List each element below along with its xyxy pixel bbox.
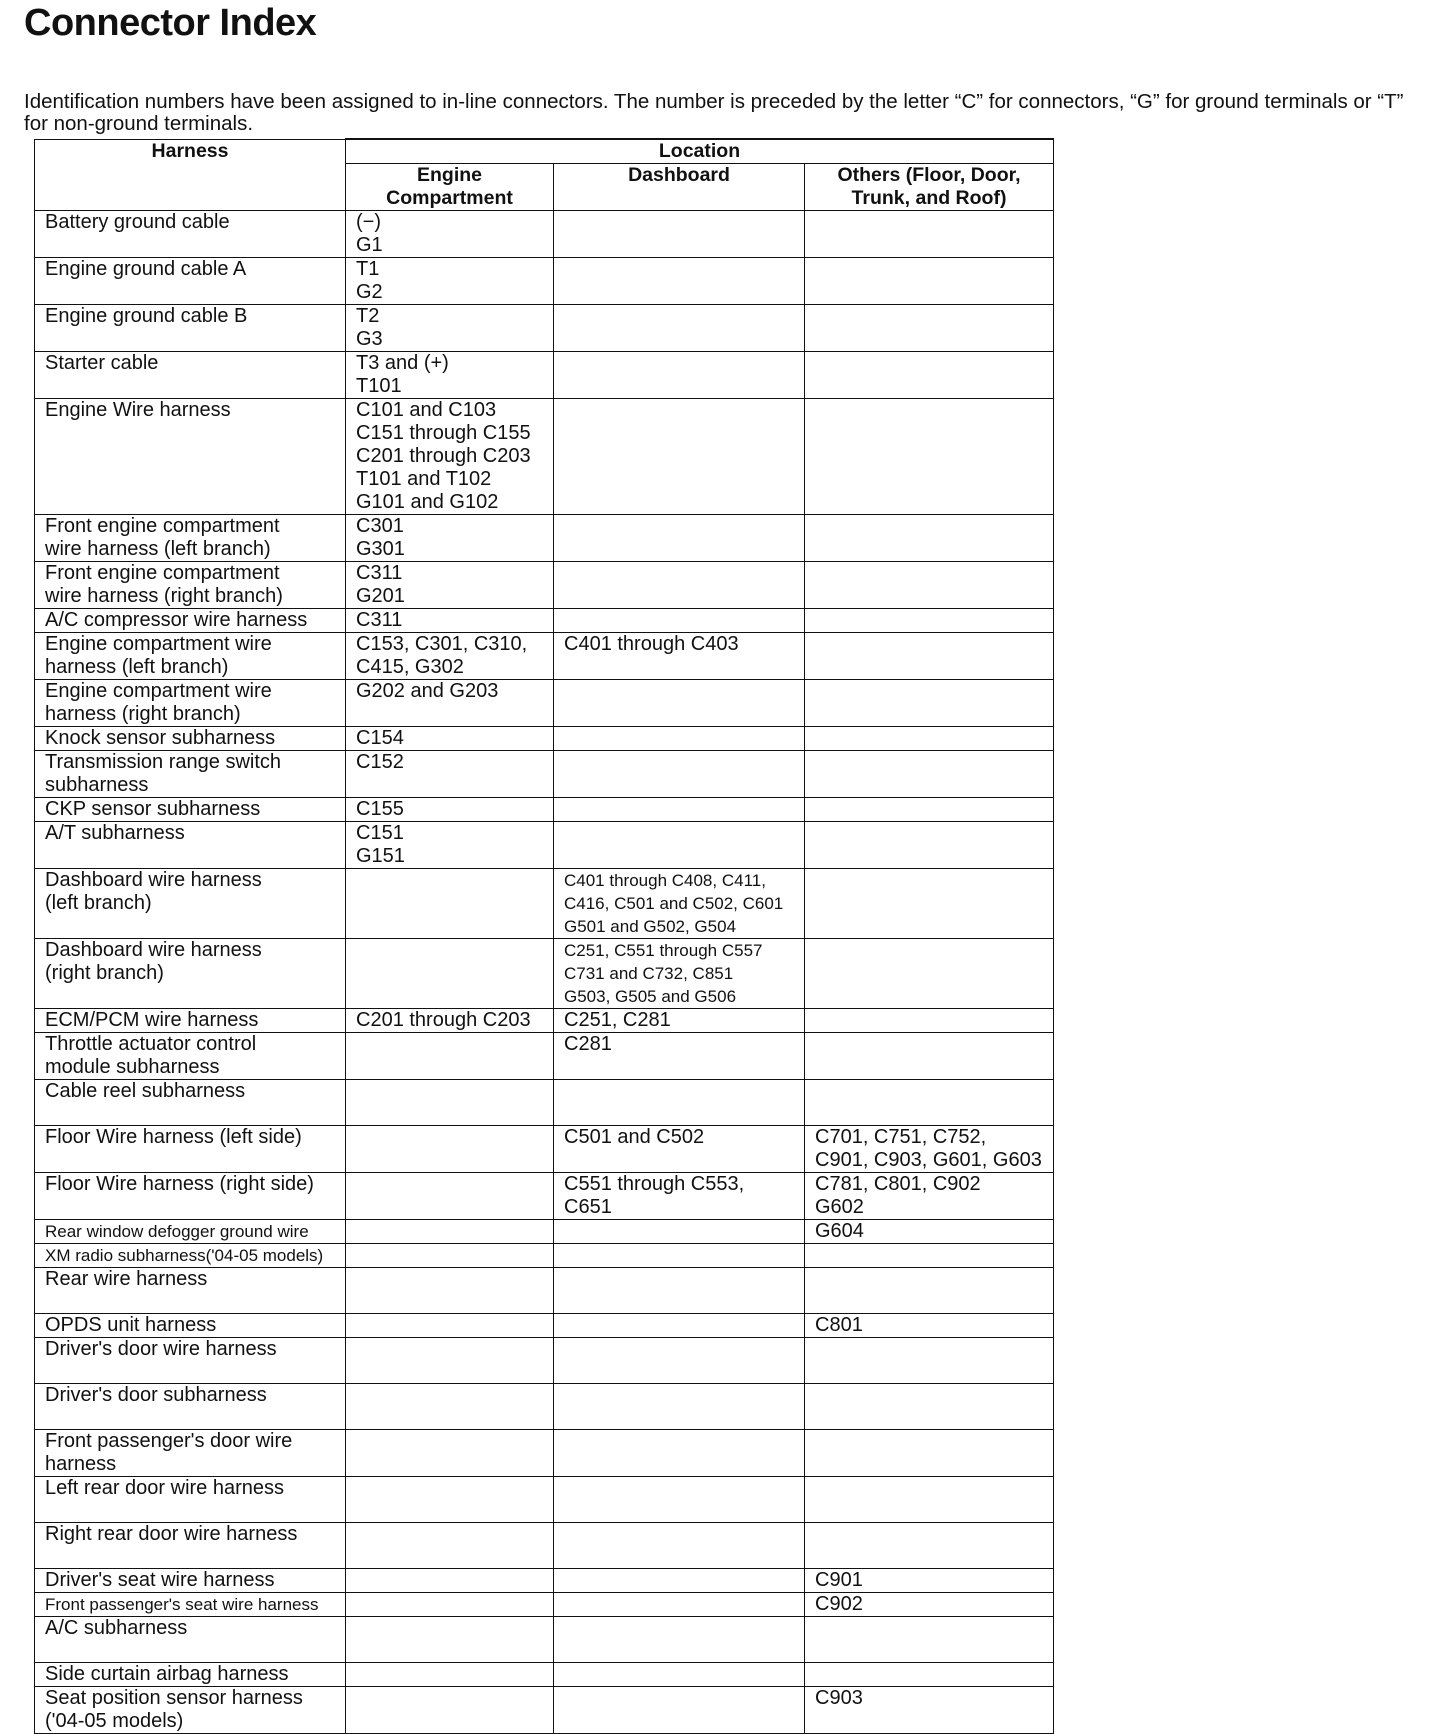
table-row bbox=[35, 1593, 1054, 1617]
table-row bbox=[35, 1080, 1054, 1126]
harness-name-cell: Seat position sensor harness ('04-05 models) bbox=[35, 1687, 346, 1734]
table-row bbox=[35, 751, 1054, 798]
others-cell bbox=[805, 633, 1054, 680]
dashboard-cell bbox=[554, 798, 805, 822]
connector-index-table bbox=[34, 138, 1054, 1734]
table-row bbox=[35, 1009, 1054, 1033]
harness-name-cell: Side curtain airbag harness bbox=[35, 1663, 346, 1687]
harness-name-cell: Front engine compartment wire harness (right branch) bbox=[35, 562, 346, 609]
table-row bbox=[35, 1384, 1054, 1430]
dashboard-cell: C251, C551 through C557 C731 and C732, C851 G503, G505 and G506 bbox=[554, 939, 805, 1009]
dashboard-cell bbox=[554, 305, 805, 352]
table-row bbox=[35, 1033, 1054, 1080]
harness-name-cell: Cable reel subharness bbox=[35, 1080, 346, 1126]
engine-compartment-cell bbox=[346, 1268, 554, 1314]
engine-compartment-cell bbox=[346, 1126, 554, 1173]
harness-name-cell: Battery ground cable bbox=[35, 211, 346, 258]
others-cell bbox=[805, 1384, 1054, 1430]
table-row bbox=[35, 399, 1054, 515]
harness-name-cell: Throttle actuator control module subharness bbox=[35, 1033, 346, 1080]
harness-name-cell: Left rear door wire harness bbox=[35, 1477, 346, 1523]
others-cell bbox=[805, 822, 1054, 869]
dashboard-cell bbox=[554, 727, 805, 751]
engine-compartment-cell: (−) G1 bbox=[346, 211, 554, 258]
engine-compartment-cell: G202 and G203 bbox=[346, 680, 554, 727]
engine-compartment-cell bbox=[346, 1523, 554, 1569]
others-cell bbox=[805, 1268, 1054, 1314]
dashboard-cell bbox=[554, 352, 805, 399]
harness-name-cell: Starter cable bbox=[35, 352, 346, 399]
engine-compartment-cell: C101 and C103 C151 through C155 C201 through C203 T101 and T102 G101 and G102 bbox=[346, 399, 554, 515]
dashboard-cell bbox=[554, 680, 805, 727]
engine-compartment-cell bbox=[346, 1173, 554, 1220]
table-row bbox=[35, 1663, 1054, 1687]
harness-name-cell: A/T subharness bbox=[35, 822, 346, 869]
harness-name-cell: OPDS unit harness bbox=[35, 1314, 346, 1338]
engine-compartment-cell: C201 through C203 bbox=[346, 1009, 554, 1033]
others-cell bbox=[805, 1430, 1054, 1477]
table-row bbox=[35, 822, 1054, 869]
dashboard-cell bbox=[554, 1244, 805, 1268]
others-cell bbox=[805, 1009, 1054, 1033]
dashboard-cell: C401 through C408, C411, C416, C501 and C502, C601 G501 and G502, G504 bbox=[554, 869, 805, 939]
harness-name-cell: Engine compartment wire harness (left branch) bbox=[35, 633, 346, 680]
dashboard-cell bbox=[554, 399, 805, 515]
others-cell bbox=[805, 305, 1054, 352]
table-row bbox=[35, 1569, 1054, 1593]
table-row bbox=[35, 1173, 1054, 1220]
engine-compartment-cell bbox=[346, 1338, 554, 1384]
engine-compartment-cell bbox=[346, 1687, 554, 1734]
dashboard-cell: C251, C281 bbox=[554, 1009, 805, 1033]
others-cell bbox=[805, 352, 1054, 399]
others-cell bbox=[805, 399, 1054, 515]
others-cell bbox=[805, 1663, 1054, 1687]
others-cell bbox=[805, 1617, 1054, 1663]
engine-compartment-cell bbox=[346, 1430, 554, 1477]
engine-compartment-cell bbox=[346, 1663, 554, 1687]
others-cell bbox=[805, 680, 1054, 727]
engine-compartment-cell: T1 G2 bbox=[346, 258, 554, 305]
others-cell bbox=[805, 751, 1054, 798]
harness-name-cell: Front passenger's door wire harness bbox=[35, 1430, 346, 1477]
table-row bbox=[35, 633, 1054, 680]
dashboard-cell: C401 through C403 bbox=[554, 633, 805, 680]
engine-compartment-cell bbox=[346, 939, 554, 1009]
dashboard-cell bbox=[554, 1430, 805, 1477]
page-title: Connector Index bbox=[24, 2, 317, 44]
harness-name-cell: A/C compressor wire harness bbox=[35, 609, 346, 633]
dashboard-cell bbox=[554, 751, 805, 798]
others-cell bbox=[805, 939, 1054, 1009]
engine-compartment-cell bbox=[346, 1617, 554, 1663]
harness-name-cell: Right rear door wire harness bbox=[35, 1523, 346, 1569]
harness-name-cell: Front passenger's seat wire harness bbox=[35, 1593, 346, 1617]
others-cell bbox=[805, 1244, 1054, 1268]
others-cell: C901 bbox=[805, 1569, 1054, 1593]
table-row bbox=[35, 1617, 1054, 1663]
others-cell: C801 bbox=[805, 1314, 1054, 1338]
harness-name-cell: ECM/PCM wire harness bbox=[35, 1009, 346, 1033]
engine-compartment-cell: C155 bbox=[346, 798, 554, 822]
table-row bbox=[35, 869, 1054, 939]
engine-compartment-cell bbox=[346, 1384, 554, 1430]
table-row bbox=[35, 305, 1054, 352]
harness-name-cell: Engine ground cable A bbox=[35, 258, 346, 305]
engine-compartment-cell: C301 G301 bbox=[346, 515, 554, 562]
engine-compartment-cell bbox=[346, 869, 554, 939]
table-row bbox=[35, 258, 1054, 305]
dashboard-cell: C551 through C553, C651 bbox=[554, 1173, 805, 1220]
engine-compartment-cell: C311 bbox=[346, 609, 554, 633]
engine-compartment-cell bbox=[346, 1080, 554, 1126]
table-row bbox=[35, 1477, 1054, 1523]
table-row bbox=[35, 1244, 1054, 1268]
dashboard-cell bbox=[554, 211, 805, 258]
others-cell bbox=[805, 609, 1054, 633]
table-row bbox=[35, 1523, 1054, 1569]
others-cell bbox=[805, 515, 1054, 562]
dashboard-cell bbox=[554, 1687, 805, 1734]
others-cell: C903 bbox=[805, 1687, 1054, 1734]
harness-name-cell: Floor Wire harness (right side) bbox=[35, 1173, 346, 1220]
table-row bbox=[35, 211, 1054, 258]
engine-compartment-cell: T3 and (+) T101 bbox=[346, 352, 554, 399]
others-cell: C902 bbox=[805, 1593, 1054, 1617]
dashboard-cell bbox=[554, 258, 805, 305]
others-cell bbox=[805, 869, 1054, 939]
harness-name-cell: Dashboard wire harness (right branch) bbox=[35, 939, 346, 1009]
table-row bbox=[35, 1430, 1054, 1477]
table-row bbox=[35, 1687, 1054, 1734]
others-cell bbox=[805, 1338, 1054, 1384]
others-cell bbox=[805, 211, 1054, 258]
dashboard-cell bbox=[554, 1523, 805, 1569]
dashboard-cell bbox=[554, 1080, 805, 1126]
harness-name-cell: CKP sensor subharness bbox=[35, 798, 346, 822]
engine-compartment-cell: C151 G151 bbox=[346, 822, 554, 869]
engine-compartment-cell bbox=[346, 1033, 554, 1080]
dashboard-cell bbox=[554, 822, 805, 869]
others-cell: C701, C751, C752, C901, C903, G601, G603 bbox=[805, 1126, 1054, 1173]
harness-name-cell: Rear window defogger ground wire bbox=[35, 1220, 346, 1244]
table-body bbox=[35, 211, 1054, 1734]
others-cell bbox=[805, 258, 1054, 305]
engine-compartment-cell bbox=[346, 1314, 554, 1338]
table-row bbox=[35, 562, 1054, 609]
others-cell: G604 bbox=[805, 1220, 1054, 1244]
harness-name-cell: Front engine compartment wire harness (left branch) bbox=[35, 515, 346, 562]
harness-name-cell: Engine Wire harness bbox=[35, 399, 346, 515]
dashboard-cell bbox=[554, 1220, 805, 1244]
dashboard-cell bbox=[554, 1268, 805, 1314]
others-cell bbox=[805, 1523, 1054, 1569]
dashboard-cell bbox=[554, 562, 805, 609]
engine-compartment-cell: C153, C301, C310, C415, G302 bbox=[346, 633, 554, 680]
engine-compartment-cell: C154 bbox=[346, 727, 554, 751]
table-row bbox=[35, 680, 1054, 727]
harness-name-cell: Engine compartment wire harness (right branch) bbox=[35, 680, 346, 727]
others-cell bbox=[805, 1033, 1054, 1080]
harness-name-cell: Rear wire harness bbox=[35, 1268, 346, 1314]
engine-compartment-cell: T2 G3 bbox=[346, 305, 554, 352]
others-cell bbox=[805, 1080, 1054, 1126]
location-header: Location bbox=[346, 139, 1054, 164]
dashboard-cell bbox=[554, 1477, 805, 1523]
dashboard-cell bbox=[554, 1593, 805, 1617]
table-row bbox=[35, 1268, 1054, 1314]
dashboard-cell bbox=[554, 1338, 805, 1384]
harness-name-cell: Driver's seat wire harness bbox=[35, 1569, 346, 1593]
others-cell bbox=[805, 727, 1054, 751]
table-row bbox=[35, 798, 1054, 822]
dashboard-cell bbox=[554, 609, 805, 633]
engine-compartment-cell bbox=[346, 1593, 554, 1617]
harness-name-cell: Transmission range switch subharness bbox=[35, 751, 346, 798]
table-row bbox=[35, 1338, 1054, 1384]
others-cell: C781, C801, C902 G602 bbox=[805, 1173, 1054, 1220]
dashboard-cell bbox=[554, 1617, 805, 1663]
harness-name-cell: A/C subharness bbox=[35, 1617, 346, 1663]
others-header: Others (Floor, Door, Trunk, and Roof) bbox=[805, 164, 1054, 211]
dashboard-cell: C501 and C502 bbox=[554, 1126, 805, 1173]
engine-compartment-cell: C152 bbox=[346, 751, 554, 798]
harness-header: Harness bbox=[35, 139, 346, 211]
intro-paragraph: Identification numbers have been assigned to in-line connectors. The number is preceded by the letter “C” for connectors, “G” for ground terminals or “T” for non-ground terminals. bbox=[24, 90, 1404, 135]
table-row bbox=[35, 1126, 1054, 1173]
engine-compartment-cell: C311 G201 bbox=[346, 562, 554, 609]
harness-name-cell: Driver's door subharness bbox=[35, 1384, 346, 1430]
table-row bbox=[35, 352, 1054, 399]
dashboard-cell bbox=[554, 1314, 805, 1338]
engine-compartment-cell bbox=[346, 1477, 554, 1523]
dashboard-cell bbox=[554, 515, 805, 562]
dashboard-header: Dashboard bbox=[554, 164, 805, 211]
harness-name-cell: XM radio subharness('04-05 models) bbox=[35, 1244, 346, 1268]
table-row bbox=[35, 727, 1054, 751]
harness-name-cell: Driver's door wire harness bbox=[35, 1338, 346, 1384]
table-row bbox=[35, 939, 1054, 1009]
others-cell bbox=[805, 562, 1054, 609]
dashboard-cell bbox=[554, 1663, 805, 1687]
harness-name-cell: Engine ground cable B bbox=[35, 305, 346, 352]
engine-compartment-cell bbox=[346, 1220, 554, 1244]
dashboard-cell bbox=[554, 1384, 805, 1430]
table-row bbox=[35, 1220, 1054, 1244]
engine-compartment-cell bbox=[346, 1569, 554, 1593]
harness-name-cell: Dashboard wire harness (left branch) bbox=[35, 869, 346, 939]
table-row bbox=[35, 609, 1054, 633]
dashboard-cell: C281 bbox=[554, 1033, 805, 1080]
engine-compartment-cell bbox=[346, 1244, 554, 1268]
dashboard-cell bbox=[554, 1569, 805, 1593]
engine-compartment-header: Engine Compartment bbox=[346, 164, 554, 211]
table-row bbox=[35, 515, 1054, 562]
others-cell bbox=[805, 798, 1054, 822]
harness-name-cell: Floor Wire harness (left side) bbox=[35, 1126, 346, 1173]
table-row bbox=[35, 1314, 1054, 1338]
harness-name-cell: Knock sensor subharness bbox=[35, 727, 346, 751]
others-cell bbox=[805, 1477, 1054, 1523]
